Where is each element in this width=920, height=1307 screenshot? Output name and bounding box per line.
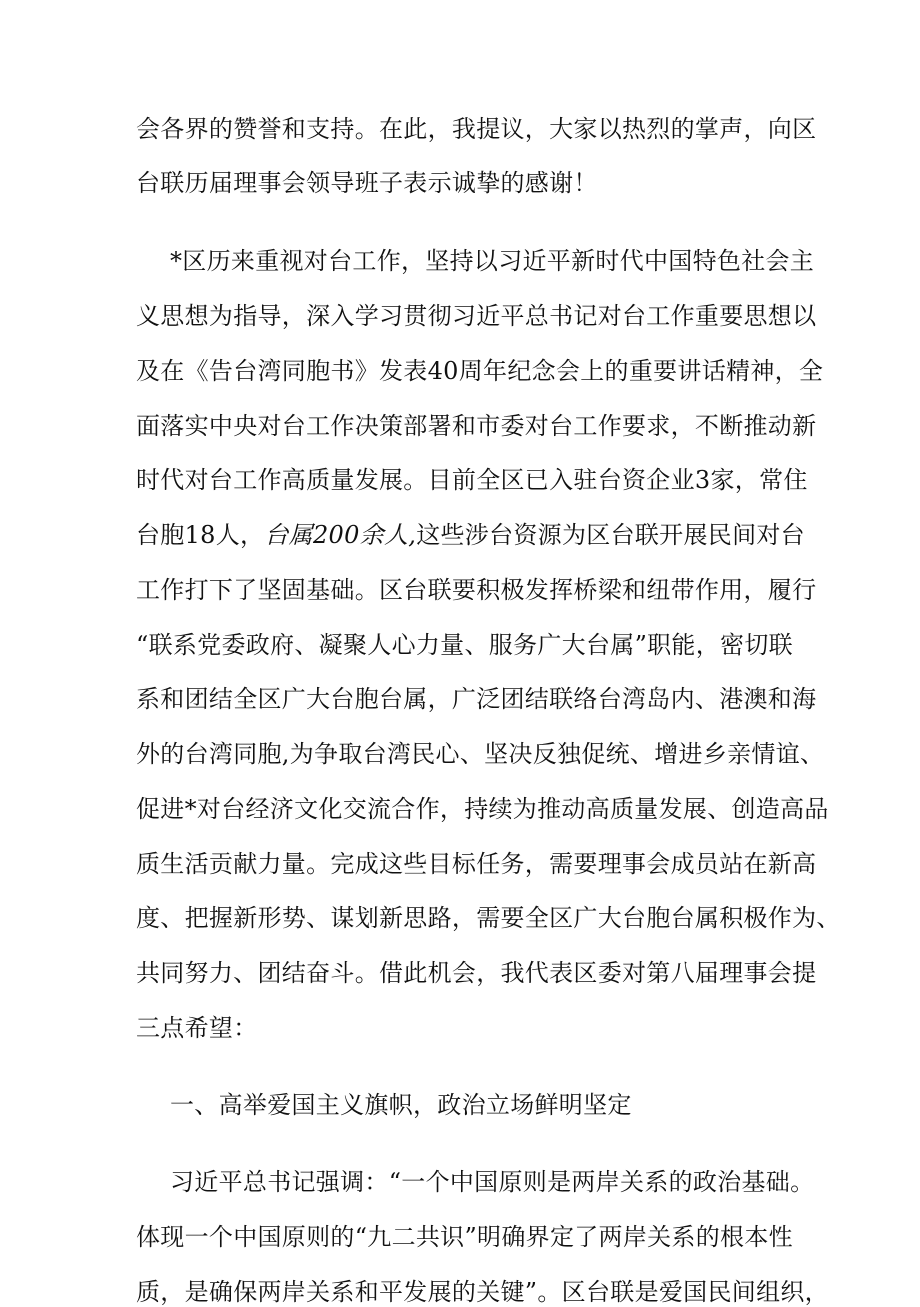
text-line: 度、把握新形势、谋划新思路，需要全区广大台胞台属积极作为、: [136, 904, 841, 932]
text-line: “联系党委政府、凝聚人心力量、服务广大台属”职能，密切联: [136, 631, 793, 659]
text-line: 及在《告台湾同胞书》发表40周年纪念会上的重要讲话精神，全: [136, 357, 824, 385]
section-heading: 一、高举爱国主义旗帜，政治立场鲜明坚定: [170, 1091, 632, 1119]
text-line: 系和团结全区广大台胞台属，广泛团结联络台湾岛内、港澳和海: [136, 685, 817, 713]
italic-text-segment: 台属200余人,: [264, 521, 417, 549]
text-segment: 台胞18人，: [136, 521, 265, 549]
text-line: 促进*对台经济文化交流合作，持续为推动高质量发展、创造高品: [136, 795, 829, 823]
text-line: 共同努力、团结奋斗。借此机会，我代表区委对第八届理事会提: [136, 959, 817, 987]
text-line: 会各界的赞誉和支持。在此，我提议，大家以热烈的掌声，向区: [136, 115, 817, 143]
text-line: 面落实中央对台工作决策部署和市委对台工作要求，不断推动新: [136, 412, 817, 440]
text-line: [136, 520, 805, 550]
text-line: 质，是确保两岸关系和平发展的关键”。区台联是爱国民间组织，: [136, 1278, 829, 1306]
text-line: 义思想为指导，深入学习贯彻习近平总书记对台工作重要思想以: [136, 302, 817, 330]
text-line: 质生活贡献力量。完成这些目标任务，需要理事会成员站在新高: [136, 850, 817, 878]
text-line: *区历来重视对台工作，坚持以习近平新时代中国特色社会主: [170, 247, 815, 275]
text-line: 习近平总书记强调：“一个中国原则是两岸关系的政治基础。: [170, 1168, 815, 1196]
text-line: 台联历届理事会领导班子表示诚挚的感谢！: [136, 169, 598, 197]
text-line: 外的台湾同胞,为争取台湾民心、坚决反独促统、增进乡亲情谊、: [136, 740, 825, 768]
text-line: 体现一个中国原则的“九二共识”明确界定了两岸关系的根本性: [136, 1223, 793, 1251]
text-line: 工作打下了坚固基础。区台联要积极发挥桥梁和纽带作用，履行: [136, 576, 817, 604]
text-segment: 这些涉台资源为区台联开展民间对台: [416, 521, 805, 549]
text-line: 时代对台工作高质量发展。目前全区已入驻台资企业3家，常住: [136, 466, 808, 494]
text-line: 三点希望：: [136, 1014, 258, 1042]
